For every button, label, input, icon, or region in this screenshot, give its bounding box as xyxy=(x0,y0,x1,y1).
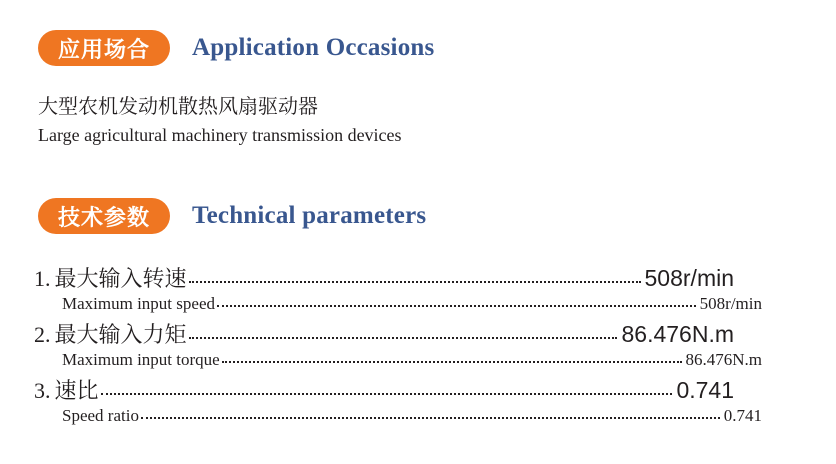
parameter-row-en xyxy=(34,406,762,426)
application-description-cn: 大型农机发动机散热风扇驱动器 xyxy=(38,94,318,118)
parameter-row-cn xyxy=(34,318,734,349)
dot-leader xyxy=(222,361,682,363)
parameter-label-cn: 最大输入力矩 xyxy=(54,323,187,348)
parameter-value-en: 0.741 xyxy=(723,406,762,425)
parameter-value-en: 86.476N.m xyxy=(685,350,762,369)
dot-leader xyxy=(101,393,673,395)
parameter-label-cn: 最大输入转速 xyxy=(54,267,187,292)
parameter-value-cn: 86.476N.m xyxy=(621,321,734,347)
section-header-technical xyxy=(38,198,426,234)
parameter-item xyxy=(34,262,762,314)
dot-leader xyxy=(217,305,696,307)
application-text-block xyxy=(38,92,402,148)
parameter-row-cn xyxy=(34,374,734,405)
parameter-list xyxy=(34,262,762,430)
parameter-label-en: Maximum input torque xyxy=(62,350,220,369)
section-title-technical-en: Technical parameters xyxy=(192,202,427,229)
section-header-application xyxy=(38,30,434,66)
parameter-label-en: Speed ratio xyxy=(62,406,139,425)
parameter-row-en xyxy=(34,350,762,370)
parameter-index: 3. xyxy=(34,378,51,403)
parameter-item xyxy=(34,374,762,426)
parameter-row-en xyxy=(34,294,762,314)
dot-leader xyxy=(189,337,618,339)
parameter-value-cn: 0.741 xyxy=(676,377,734,403)
parameter-value-cn: 508r/min xyxy=(644,265,734,291)
dot-leader xyxy=(189,281,641,283)
section-title-application-en: Application Occasions xyxy=(192,34,435,61)
section-tag-application-cn: 应用场合 xyxy=(38,30,170,66)
section-tag-technical-cn: 技术参数 xyxy=(38,198,170,234)
parameter-label-cn: 速比 xyxy=(54,379,99,404)
parameter-item xyxy=(34,318,762,370)
parameter-index: 2. xyxy=(34,322,51,347)
parameter-row-cn xyxy=(34,262,734,293)
dot-leader xyxy=(141,417,720,419)
parameter-label-en: Maximum input speed xyxy=(62,294,215,313)
application-description-en: Large agricultural machinery transmission devices xyxy=(38,125,402,145)
parameter-index: 1. xyxy=(34,266,51,291)
parameter-value-en: 508r/min xyxy=(699,294,762,313)
